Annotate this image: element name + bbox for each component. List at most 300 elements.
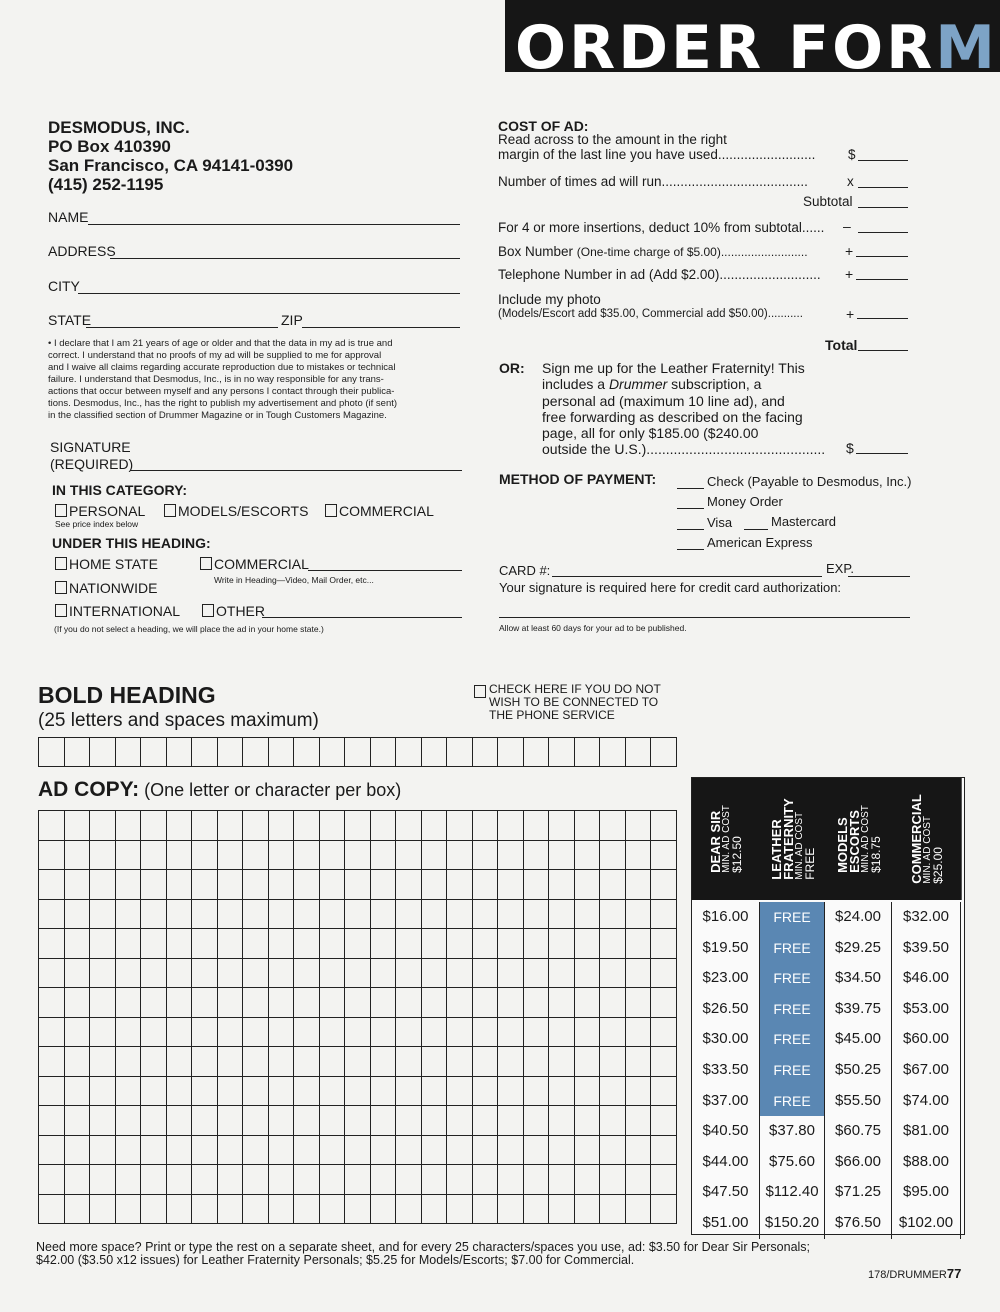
ad-copy-box[interactable] bbox=[320, 959, 346, 989]
ad-copy-box[interactable] bbox=[65, 988, 91, 1018]
ad-copy-box[interactable] bbox=[116, 1165, 142, 1195]
ad-copy-box[interactable] bbox=[294, 841, 320, 871]
ad-copy-box[interactable] bbox=[651, 1018, 677, 1048]
cost-amount-field[interactable] bbox=[858, 160, 908, 161]
ad-copy-box[interactable] bbox=[294, 1136, 320, 1166]
ad-copy-box[interactable] bbox=[447, 811, 473, 841]
phone-number-field[interactable] bbox=[856, 279, 908, 280]
ad-copy-box[interactable] bbox=[192, 811, 218, 841]
ad-copy-box[interactable] bbox=[473, 1165, 499, 1195]
ad-copy-box[interactable] bbox=[422, 1106, 448, 1136]
ad-copy-box[interactable] bbox=[473, 959, 499, 989]
ad-copy-box[interactable] bbox=[422, 870, 448, 900]
bold-heading-box[interactable] bbox=[626, 738, 652, 767]
bold-heading-box[interactable] bbox=[371, 738, 397, 767]
ad-copy-box[interactable] bbox=[371, 1106, 397, 1136]
ad-copy-box[interactable] bbox=[498, 811, 524, 841]
bold-heading-box[interactable] bbox=[575, 738, 601, 767]
ad-copy-box[interactable] bbox=[90, 1136, 116, 1166]
ad-copy-box[interactable] bbox=[600, 811, 626, 841]
ad-copy-box[interactable] bbox=[345, 1077, 371, 1107]
ad-copy-box[interactable] bbox=[498, 929, 524, 959]
ad-copy-box[interactable] bbox=[243, 811, 269, 841]
ad-copy-box[interactable] bbox=[396, 929, 422, 959]
ad-copy-box[interactable] bbox=[447, 1077, 473, 1107]
ad-copy-box[interactable] bbox=[243, 1106, 269, 1136]
visa-blank[interactable] bbox=[677, 529, 704, 530]
ad-copy-box[interactable] bbox=[498, 870, 524, 900]
ad-copy-box[interactable] bbox=[345, 841, 371, 871]
ad-copy-box[interactable] bbox=[422, 1077, 448, 1107]
ad-copy-box[interactable] bbox=[243, 988, 269, 1018]
ad-copy-box[interactable] bbox=[243, 900, 269, 930]
ad-copy-box[interactable] bbox=[192, 959, 218, 989]
bold-heading-box[interactable] bbox=[422, 738, 448, 767]
ad-copy-box[interactable] bbox=[269, 900, 295, 930]
ad-copy-box[interactable] bbox=[65, 1106, 91, 1136]
ad-copy-box[interactable] bbox=[524, 1195, 550, 1225]
ad-copy-box[interactable] bbox=[218, 988, 244, 1018]
bold-heading-box[interactable] bbox=[167, 738, 193, 767]
amex-blank[interactable] bbox=[677, 549, 704, 550]
bold-heading-box[interactable] bbox=[320, 738, 346, 767]
international-checkbox[interactable] bbox=[55, 604, 67, 617]
ad-copy-box[interactable] bbox=[575, 870, 601, 900]
ad-copy-box[interactable] bbox=[345, 1195, 371, 1225]
ad-copy-box[interactable] bbox=[65, 1195, 91, 1225]
ad-copy-box[interactable] bbox=[90, 900, 116, 930]
ad-copy-box[interactable] bbox=[371, 1077, 397, 1107]
ad-copy-box[interactable] bbox=[218, 900, 244, 930]
zip-field[interactable] bbox=[302, 327, 460, 328]
ad-copy-box[interactable] bbox=[141, 1018, 167, 1048]
ad-copy-box[interactable] bbox=[116, 870, 142, 900]
ad-copy-box[interactable] bbox=[90, 1165, 116, 1195]
ad-copy-box[interactable] bbox=[294, 1165, 320, 1195]
ad-copy-box[interactable] bbox=[396, 1136, 422, 1166]
ad-copy-box[interactable] bbox=[269, 1165, 295, 1195]
ad-copy-box[interactable] bbox=[549, 811, 575, 841]
heading-international-option[interactable] bbox=[55, 603, 180, 619]
ad-copy-box[interactable] bbox=[549, 1047, 575, 1077]
ad-copy-box[interactable] bbox=[294, 959, 320, 989]
ad-copy-box[interactable] bbox=[626, 929, 652, 959]
bold-heading-box[interactable] bbox=[192, 738, 218, 767]
ad-copy-box[interactable] bbox=[524, 1018, 550, 1048]
ad-copy-box[interactable] bbox=[218, 1018, 244, 1048]
bold-heading-box[interactable] bbox=[473, 738, 499, 767]
ad-copy-box[interactable] bbox=[39, 929, 65, 959]
ad-copy-box[interactable] bbox=[549, 1077, 575, 1107]
ad-copy-box[interactable] bbox=[141, 1106, 167, 1136]
ad-copy-box[interactable] bbox=[626, 841, 652, 871]
ad-copy-box[interactable] bbox=[218, 959, 244, 989]
ad-copy-box[interactable] bbox=[269, 1106, 295, 1136]
ad-copy-box[interactable] bbox=[575, 1106, 601, 1136]
commercial-checkbox[interactable] bbox=[325, 504, 337, 517]
ad-copy-box[interactable] bbox=[65, 1018, 91, 1048]
ad-copy-box[interactable] bbox=[422, 1136, 448, 1166]
ad-copy-box[interactable] bbox=[141, 959, 167, 989]
ad-copy-box[interactable] bbox=[192, 900, 218, 930]
ad-copy-box[interactable] bbox=[345, 1106, 371, 1136]
ad-copy-box[interactable] bbox=[447, 1136, 473, 1166]
ad-copy-box[interactable] bbox=[320, 1018, 346, 1048]
box-number-field[interactable] bbox=[856, 256, 908, 257]
ad-copy-box[interactable] bbox=[320, 1136, 346, 1166]
ad-copy-box[interactable] bbox=[600, 1018, 626, 1048]
ad-copy-box[interactable] bbox=[192, 988, 218, 1018]
ad-copy-box[interactable] bbox=[218, 1047, 244, 1077]
ad-copy-box[interactable] bbox=[524, 959, 550, 989]
bold-heading-box[interactable] bbox=[345, 738, 371, 767]
ad-copy-box[interactable] bbox=[116, 1136, 142, 1166]
bold-heading-box[interactable] bbox=[141, 738, 167, 767]
ad-copy-box[interactable] bbox=[345, 929, 371, 959]
ad-copy-box[interactable] bbox=[600, 988, 626, 1018]
ad-copy-box[interactable] bbox=[90, 841, 116, 871]
ad-copy-box[interactable] bbox=[524, 929, 550, 959]
ad-copy-box[interactable] bbox=[575, 988, 601, 1018]
heading-commercial-option[interactable] bbox=[200, 556, 309, 572]
ad-copy-box[interactable] bbox=[626, 959, 652, 989]
ad-copy-box[interactable] bbox=[626, 1018, 652, 1048]
ad-copy-box[interactable] bbox=[192, 1106, 218, 1136]
ad-copy-box[interactable] bbox=[600, 929, 626, 959]
ad-copy-box[interactable] bbox=[39, 870, 65, 900]
ad-copy-box[interactable] bbox=[575, 841, 601, 871]
home-state-checkbox[interactable] bbox=[55, 557, 67, 570]
bold-heading-box[interactable] bbox=[498, 738, 524, 767]
ad-copy-box[interactable] bbox=[651, 1077, 677, 1107]
ad-copy-box[interactable] bbox=[549, 959, 575, 989]
ad-copy-box[interactable] bbox=[116, 988, 142, 1018]
ad-copy-box[interactable] bbox=[294, 1018, 320, 1048]
ad-copy-box[interactable] bbox=[116, 811, 142, 841]
ad-copy-box[interactable] bbox=[192, 870, 218, 900]
ad-copy-box[interactable] bbox=[498, 1047, 524, 1077]
ad-copy-box[interactable] bbox=[294, 870, 320, 900]
ad-copy-box[interactable] bbox=[243, 1018, 269, 1048]
ad-copy-box[interactable] bbox=[473, 1195, 499, 1225]
ad-copy-box[interactable] bbox=[473, 1047, 499, 1077]
ad-copy-box[interactable] bbox=[396, 811, 422, 841]
ad-copy-box[interactable] bbox=[320, 1165, 346, 1195]
ad-copy-box[interactable] bbox=[473, 1136, 499, 1166]
ad-copy-box[interactable] bbox=[243, 1047, 269, 1077]
ad-copy-box[interactable] bbox=[294, 1106, 320, 1136]
ad-copy-box[interactable] bbox=[320, 870, 346, 900]
ad-copy-box[interactable] bbox=[243, 841, 269, 871]
ad-copy-box[interactable] bbox=[371, 1018, 397, 1048]
ad-copy-box[interactable] bbox=[269, 1136, 295, 1166]
ad-copy-box[interactable] bbox=[396, 1047, 422, 1077]
ad-copy-box[interactable] bbox=[626, 811, 652, 841]
ad-copy-box[interactable] bbox=[371, 1047, 397, 1077]
ad-copy-box[interactable] bbox=[243, 1195, 269, 1225]
ad-copy-box[interactable] bbox=[371, 900, 397, 930]
ad-copy-box[interactable] bbox=[218, 1165, 244, 1195]
ad-copy-box[interactable] bbox=[39, 988, 65, 1018]
ad-copy-box[interactable] bbox=[651, 900, 677, 930]
ad-copy-box[interactable] bbox=[269, 959, 295, 989]
ad-copy-box[interactable] bbox=[192, 1047, 218, 1077]
category-personal-option[interactable] bbox=[55, 503, 145, 519]
ad-copy-box[interactable] bbox=[167, 1165, 193, 1195]
bold-heading-box[interactable] bbox=[549, 738, 575, 767]
bold-heading-box[interactable] bbox=[447, 738, 473, 767]
ad-copy-box[interactable] bbox=[167, 870, 193, 900]
ad-copy-box[interactable] bbox=[90, 1077, 116, 1107]
money-order-blank[interactable] bbox=[677, 508, 704, 509]
ad-copy-box[interactable] bbox=[422, 959, 448, 989]
ad-copy-box[interactable] bbox=[498, 988, 524, 1018]
models-checkbox[interactable] bbox=[164, 504, 176, 517]
ad-copy-box[interactable] bbox=[651, 1165, 677, 1195]
ad-copy-box[interactable] bbox=[269, 929, 295, 959]
ad-copy-box[interactable] bbox=[371, 1136, 397, 1166]
ad-copy-box[interactable] bbox=[345, 1018, 371, 1048]
ad-copy-box[interactable] bbox=[575, 900, 601, 930]
ad-copy-box[interactable] bbox=[320, 841, 346, 871]
ad-copy-box[interactable] bbox=[39, 959, 65, 989]
ad-copy-box[interactable] bbox=[65, 1136, 91, 1166]
ad-copy-box[interactable] bbox=[192, 1136, 218, 1166]
times-field[interactable] bbox=[858, 187, 908, 188]
ad-copy-box[interactable] bbox=[269, 841, 295, 871]
ad-copy-box[interactable] bbox=[167, 959, 193, 989]
ad-copy-box[interactable] bbox=[651, 841, 677, 871]
bold-heading-box[interactable] bbox=[218, 738, 244, 767]
ad-copy-box[interactable] bbox=[600, 900, 626, 930]
ad-copy-box[interactable] bbox=[371, 870, 397, 900]
ad-copy-box[interactable] bbox=[422, 929, 448, 959]
ad-copy-box[interactable] bbox=[447, 841, 473, 871]
ad-copy-box[interactable] bbox=[269, 988, 295, 1018]
nationwide-checkbox[interactable] bbox=[55, 581, 67, 594]
ad-copy-box[interactable] bbox=[575, 1018, 601, 1048]
ad-copy-box[interactable] bbox=[600, 1077, 626, 1107]
ad-copy-box[interactable] bbox=[549, 1165, 575, 1195]
ad-copy-box[interactable] bbox=[447, 1018, 473, 1048]
ad-copy-box[interactable] bbox=[600, 1106, 626, 1136]
ad-copy-box[interactable] bbox=[65, 959, 91, 989]
ad-copy-box[interactable] bbox=[243, 929, 269, 959]
ad-copy-box[interactable] bbox=[371, 959, 397, 989]
other-checkbox[interactable] bbox=[202, 604, 214, 617]
ad-copy-box[interactable] bbox=[524, 841, 550, 871]
ad-copy-box[interactable] bbox=[90, 811, 116, 841]
ad-copy-grid[interactable] bbox=[38, 810, 677, 1224]
ad-copy-box[interactable] bbox=[396, 870, 422, 900]
name-field[interactable] bbox=[88, 224, 460, 225]
ad-copy-box[interactable] bbox=[371, 811, 397, 841]
ad-copy-box[interactable] bbox=[447, 929, 473, 959]
ad-copy-box[interactable] bbox=[39, 900, 65, 930]
ad-copy-box[interactable] bbox=[243, 1136, 269, 1166]
ad-copy-box[interactable] bbox=[116, 841, 142, 871]
ad-copy-box[interactable] bbox=[167, 1106, 193, 1136]
ad-copy-box[interactable] bbox=[65, 870, 91, 900]
ad-copy-box[interactable] bbox=[269, 1047, 295, 1077]
ad-copy-box[interactable] bbox=[294, 1047, 320, 1077]
signature-field[interactable] bbox=[130, 470, 462, 471]
ad-copy-box[interactable] bbox=[218, 841, 244, 871]
ad-copy-box[interactable] bbox=[167, 900, 193, 930]
category-models-option[interactable] bbox=[164, 503, 308, 519]
ad-copy-box[interactable] bbox=[396, 988, 422, 1018]
ad-copy-box[interactable] bbox=[447, 959, 473, 989]
ad-copy-box[interactable] bbox=[39, 1018, 65, 1048]
ad-copy-box[interactable] bbox=[549, 1106, 575, 1136]
ad-copy-box[interactable] bbox=[600, 1047, 626, 1077]
ad-copy-box[interactable] bbox=[651, 988, 677, 1018]
bold-heading-grid[interactable] bbox=[38, 737, 677, 767]
ad-copy-box[interactable] bbox=[141, 900, 167, 930]
ad-copy-box[interactable] bbox=[141, 929, 167, 959]
ad-copy-box[interactable] bbox=[218, 1077, 244, 1107]
ad-copy-box[interactable] bbox=[447, 1165, 473, 1195]
ad-copy-box[interactable] bbox=[626, 900, 652, 930]
ad-copy-box[interactable] bbox=[141, 811, 167, 841]
ad-copy-box[interactable] bbox=[600, 841, 626, 871]
ad-copy-box[interactable] bbox=[524, 1047, 550, 1077]
ad-copy-box[interactable] bbox=[269, 1077, 295, 1107]
ad-copy-box[interactable] bbox=[396, 900, 422, 930]
ad-copy-box[interactable] bbox=[651, 1136, 677, 1166]
ad-copy-box[interactable] bbox=[141, 841, 167, 871]
ad-copy-box[interactable] bbox=[626, 988, 652, 1018]
ad-copy-box[interactable] bbox=[39, 841, 65, 871]
ad-copy-box[interactable] bbox=[549, 1195, 575, 1225]
ad-copy-box[interactable] bbox=[141, 1165, 167, 1195]
ad-copy-box[interactable] bbox=[651, 959, 677, 989]
ad-copy-box[interactable] bbox=[192, 1195, 218, 1225]
ad-copy-box[interactable] bbox=[575, 1047, 601, 1077]
ad-copy-box[interactable] bbox=[549, 1018, 575, 1048]
ad-copy-box[interactable] bbox=[473, 900, 499, 930]
ad-copy-box[interactable] bbox=[141, 1195, 167, 1225]
ad-copy-box[interactable] bbox=[65, 900, 91, 930]
ad-copy-box[interactable] bbox=[39, 1106, 65, 1136]
ad-copy-box[interactable] bbox=[192, 1165, 218, 1195]
ad-copy-box[interactable] bbox=[371, 929, 397, 959]
ad-copy-box[interactable] bbox=[575, 929, 601, 959]
ad-copy-box[interactable] bbox=[116, 929, 142, 959]
ad-copy-box[interactable] bbox=[396, 1165, 422, 1195]
ad-copy-box[interactable] bbox=[575, 1195, 601, 1225]
ad-copy-box[interactable] bbox=[447, 900, 473, 930]
ad-copy-box[interactable] bbox=[294, 811, 320, 841]
ad-copy-box[interactable] bbox=[320, 1106, 346, 1136]
ad-copy-box[interactable] bbox=[167, 1077, 193, 1107]
ad-copy-box[interactable] bbox=[498, 1077, 524, 1107]
ad-copy-box[interactable] bbox=[345, 1136, 371, 1166]
ad-copy-box[interactable] bbox=[116, 1018, 142, 1048]
ad-copy-box[interactable] bbox=[65, 1077, 91, 1107]
bold-heading-box[interactable] bbox=[524, 738, 550, 767]
ad-copy-box[interactable] bbox=[320, 1077, 346, 1107]
ad-copy-box[interactable] bbox=[65, 1165, 91, 1195]
ad-copy-box[interactable] bbox=[167, 1195, 193, 1225]
ad-copy-box[interactable] bbox=[141, 1136, 167, 1166]
ad-copy-box[interactable] bbox=[269, 870, 295, 900]
ad-copy-box[interactable] bbox=[345, 988, 371, 1018]
ad-copy-box[interactable] bbox=[116, 959, 142, 989]
ad-copy-box[interactable] bbox=[498, 900, 524, 930]
bold-heading-box[interactable] bbox=[269, 738, 295, 767]
ad-copy-box[interactable] bbox=[116, 1106, 142, 1136]
ad-copy-box[interactable] bbox=[167, 841, 193, 871]
ad-copy-box[interactable] bbox=[447, 1195, 473, 1225]
ad-copy-box[interactable] bbox=[600, 1195, 626, 1225]
ad-copy-box[interactable] bbox=[371, 1165, 397, 1195]
subtotal-field[interactable] bbox=[858, 207, 908, 208]
ad-copy-box[interactable] bbox=[90, 1018, 116, 1048]
ad-copy-box[interactable] bbox=[575, 811, 601, 841]
ad-copy-box[interactable] bbox=[549, 988, 575, 1018]
state-field[interactable] bbox=[86, 327, 278, 328]
ad-copy-box[interactable] bbox=[524, 900, 550, 930]
ad-copy-box[interactable] bbox=[600, 870, 626, 900]
ad-copy-box[interactable] bbox=[626, 1047, 652, 1077]
ad-copy-box[interactable] bbox=[396, 1195, 422, 1225]
heading-nationwide-option[interactable] bbox=[55, 580, 157, 596]
ad-copy-box[interactable] bbox=[626, 870, 652, 900]
ad-copy-box[interactable] bbox=[192, 1018, 218, 1048]
ad-copy-box[interactable] bbox=[294, 988, 320, 1018]
bold-heading-box[interactable] bbox=[116, 738, 142, 767]
ad-copy-box[interactable] bbox=[422, 1018, 448, 1048]
bold-heading-box[interactable] bbox=[65, 738, 91, 767]
ad-copy-box[interactable] bbox=[473, 811, 499, 841]
phone-service-checkbox[interactable] bbox=[474, 684, 488, 702]
ad-copy-box[interactable] bbox=[396, 841, 422, 871]
ad-copy-box[interactable] bbox=[320, 988, 346, 1018]
ad-copy-box[interactable] bbox=[575, 1136, 601, 1166]
ad-copy-box[interactable] bbox=[371, 988, 397, 1018]
photo-field[interactable] bbox=[857, 318, 908, 319]
ad-copy-box[interactable] bbox=[371, 1195, 397, 1225]
ad-copy-box[interactable] bbox=[90, 1195, 116, 1225]
ad-copy-box[interactable] bbox=[345, 870, 371, 900]
ad-copy-box[interactable] bbox=[141, 1047, 167, 1077]
mastercard-blank[interactable] bbox=[744, 529, 768, 530]
bold-heading-box[interactable] bbox=[651, 738, 677, 767]
ad-copy-box[interactable] bbox=[549, 1136, 575, 1166]
ad-copy-box[interactable] bbox=[218, 870, 244, 900]
ad-copy-box[interactable] bbox=[294, 1077, 320, 1107]
ad-copy-box[interactable] bbox=[447, 988, 473, 1018]
bold-heading-box[interactable] bbox=[294, 738, 320, 767]
other-heading-field[interactable] bbox=[262, 617, 462, 618]
ad-copy-box[interactable] bbox=[243, 959, 269, 989]
ad-copy-box[interactable] bbox=[243, 1077, 269, 1107]
ad-copy-box[interactable] bbox=[524, 811, 550, 841]
ad-copy-box[interactable] bbox=[65, 841, 91, 871]
personal-checkbox[interactable] bbox=[55, 504, 67, 517]
commercial-heading-field[interactable] bbox=[308, 570, 462, 571]
ad-copy-box[interactable] bbox=[39, 1136, 65, 1166]
ad-copy-box[interactable] bbox=[549, 870, 575, 900]
ad-copy-box[interactable] bbox=[575, 959, 601, 989]
ad-copy-box[interactable] bbox=[167, 1018, 193, 1048]
ad-copy-box[interactable] bbox=[626, 1195, 652, 1225]
ad-copy-box[interactable] bbox=[90, 1047, 116, 1077]
bold-heading-box[interactable] bbox=[396, 738, 422, 767]
ad-copy-box[interactable] bbox=[600, 959, 626, 989]
bold-heading-box[interactable] bbox=[39, 738, 65, 767]
